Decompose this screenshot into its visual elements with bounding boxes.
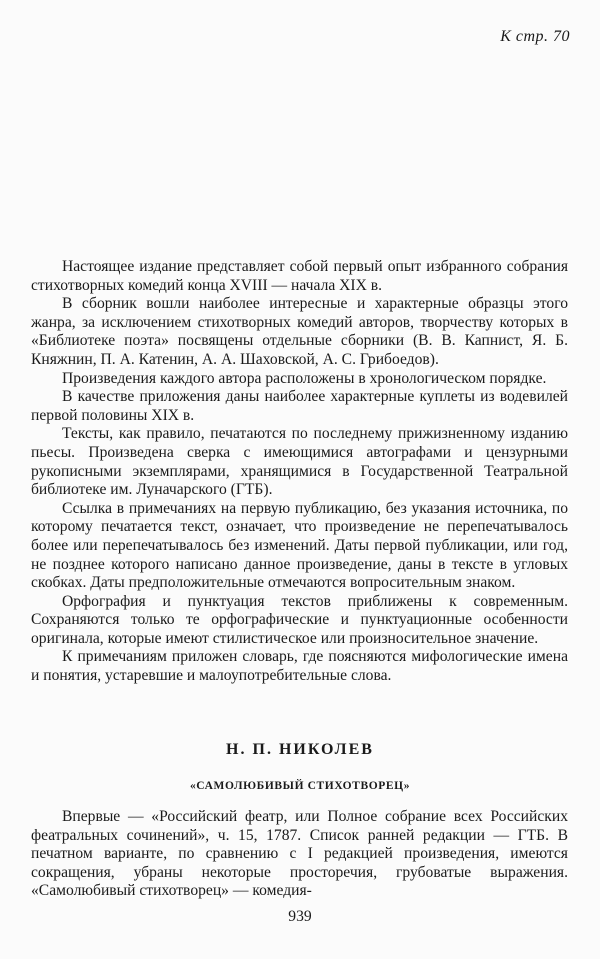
intro-paragraph: Орфография и пунктуация текстов приближены к современным. Сохраняются только те орфографические и пунктуационные особенности оригинала, которые имеют стилистическое или произносительное значение.: [31, 592, 568, 647]
intro-paragraph: В качестве приложения даны наиболее характерные куплеты из водевилей первой половины XIX в.: [31, 388, 568, 424]
intro-paragraph: Произведения каждого автора расположены в хронологическом порядке.: [62, 369, 547, 387]
page-number: 939: [288, 908, 312, 925]
page-reference: К стр. 70: [500, 28, 570, 45]
intro-paragraph: Ссылка в примечаниях на первую публикацию, без указания источника, по которому печатается текст, означает, что произведение не перепечатывалось более или перепечатывалось без изменений. Даты первой публикации, или год, не позднее которого написано данное произведение, даны в тексте в угловых скобках. Даты предположительные отмечаются вопросительным знаком.: [31, 499, 568, 592]
work-notes: [31, 808, 568, 901]
intro-paragraph: Настоящее издание представляет собой первый опыт избранного собрания стихотворных комедий конца XVIII — начала XIX в.: [31, 258, 568, 294]
author-heading: Н. П. НИКОЛЕВ: [226, 741, 374, 758]
intro-paragraph: К примечаниям приложен словарь, где поясняются мифологические имена и понятия, устаревшие и малоупотребительные слова.: [31, 648, 568, 685]
introduction-text: [31, 258, 568, 686]
notes-paragraph: Впервые — «Российский феатр, или Полное собрание всех Российских феатральных сочинений», ч. 15, 1787. Список ранней редакции — ГТБ. В печатном варианте, по сравнению с I редакцией произведения, имеются сокращения, убраны некоторые просторечия, грубоватые выражения. «Самолюбивый стихотворец» — комедия-: [31, 808, 568, 900]
intro-paragraph: В сборник вошли наиболее интересные и характерные образцы этого жанра, за исключением стихотворных комедий авторов, творчеству которых в «Библиотеке поэта» посвящены отдельные сборники (В. В. Капнист, Я. Б. Княжнин, П. А. Катенин, А. А. Шаховской, А. С. Грибоедов).: [31, 295, 568, 368]
intro-paragraph: Тексты, как правило, печатаются по последнему прижизненному изданию пьесы. Произведена сверка с имеющимися автографами и цензурными рукописными экземплярами, хранящимися в Государственной Театральной библиотеке им. Луначарского (ГТБ).: [31, 425, 568, 499]
work-title: «САМОЛЮБИВЫЙ СТИХОТВОРЕЦ»: [189, 780, 411, 792]
